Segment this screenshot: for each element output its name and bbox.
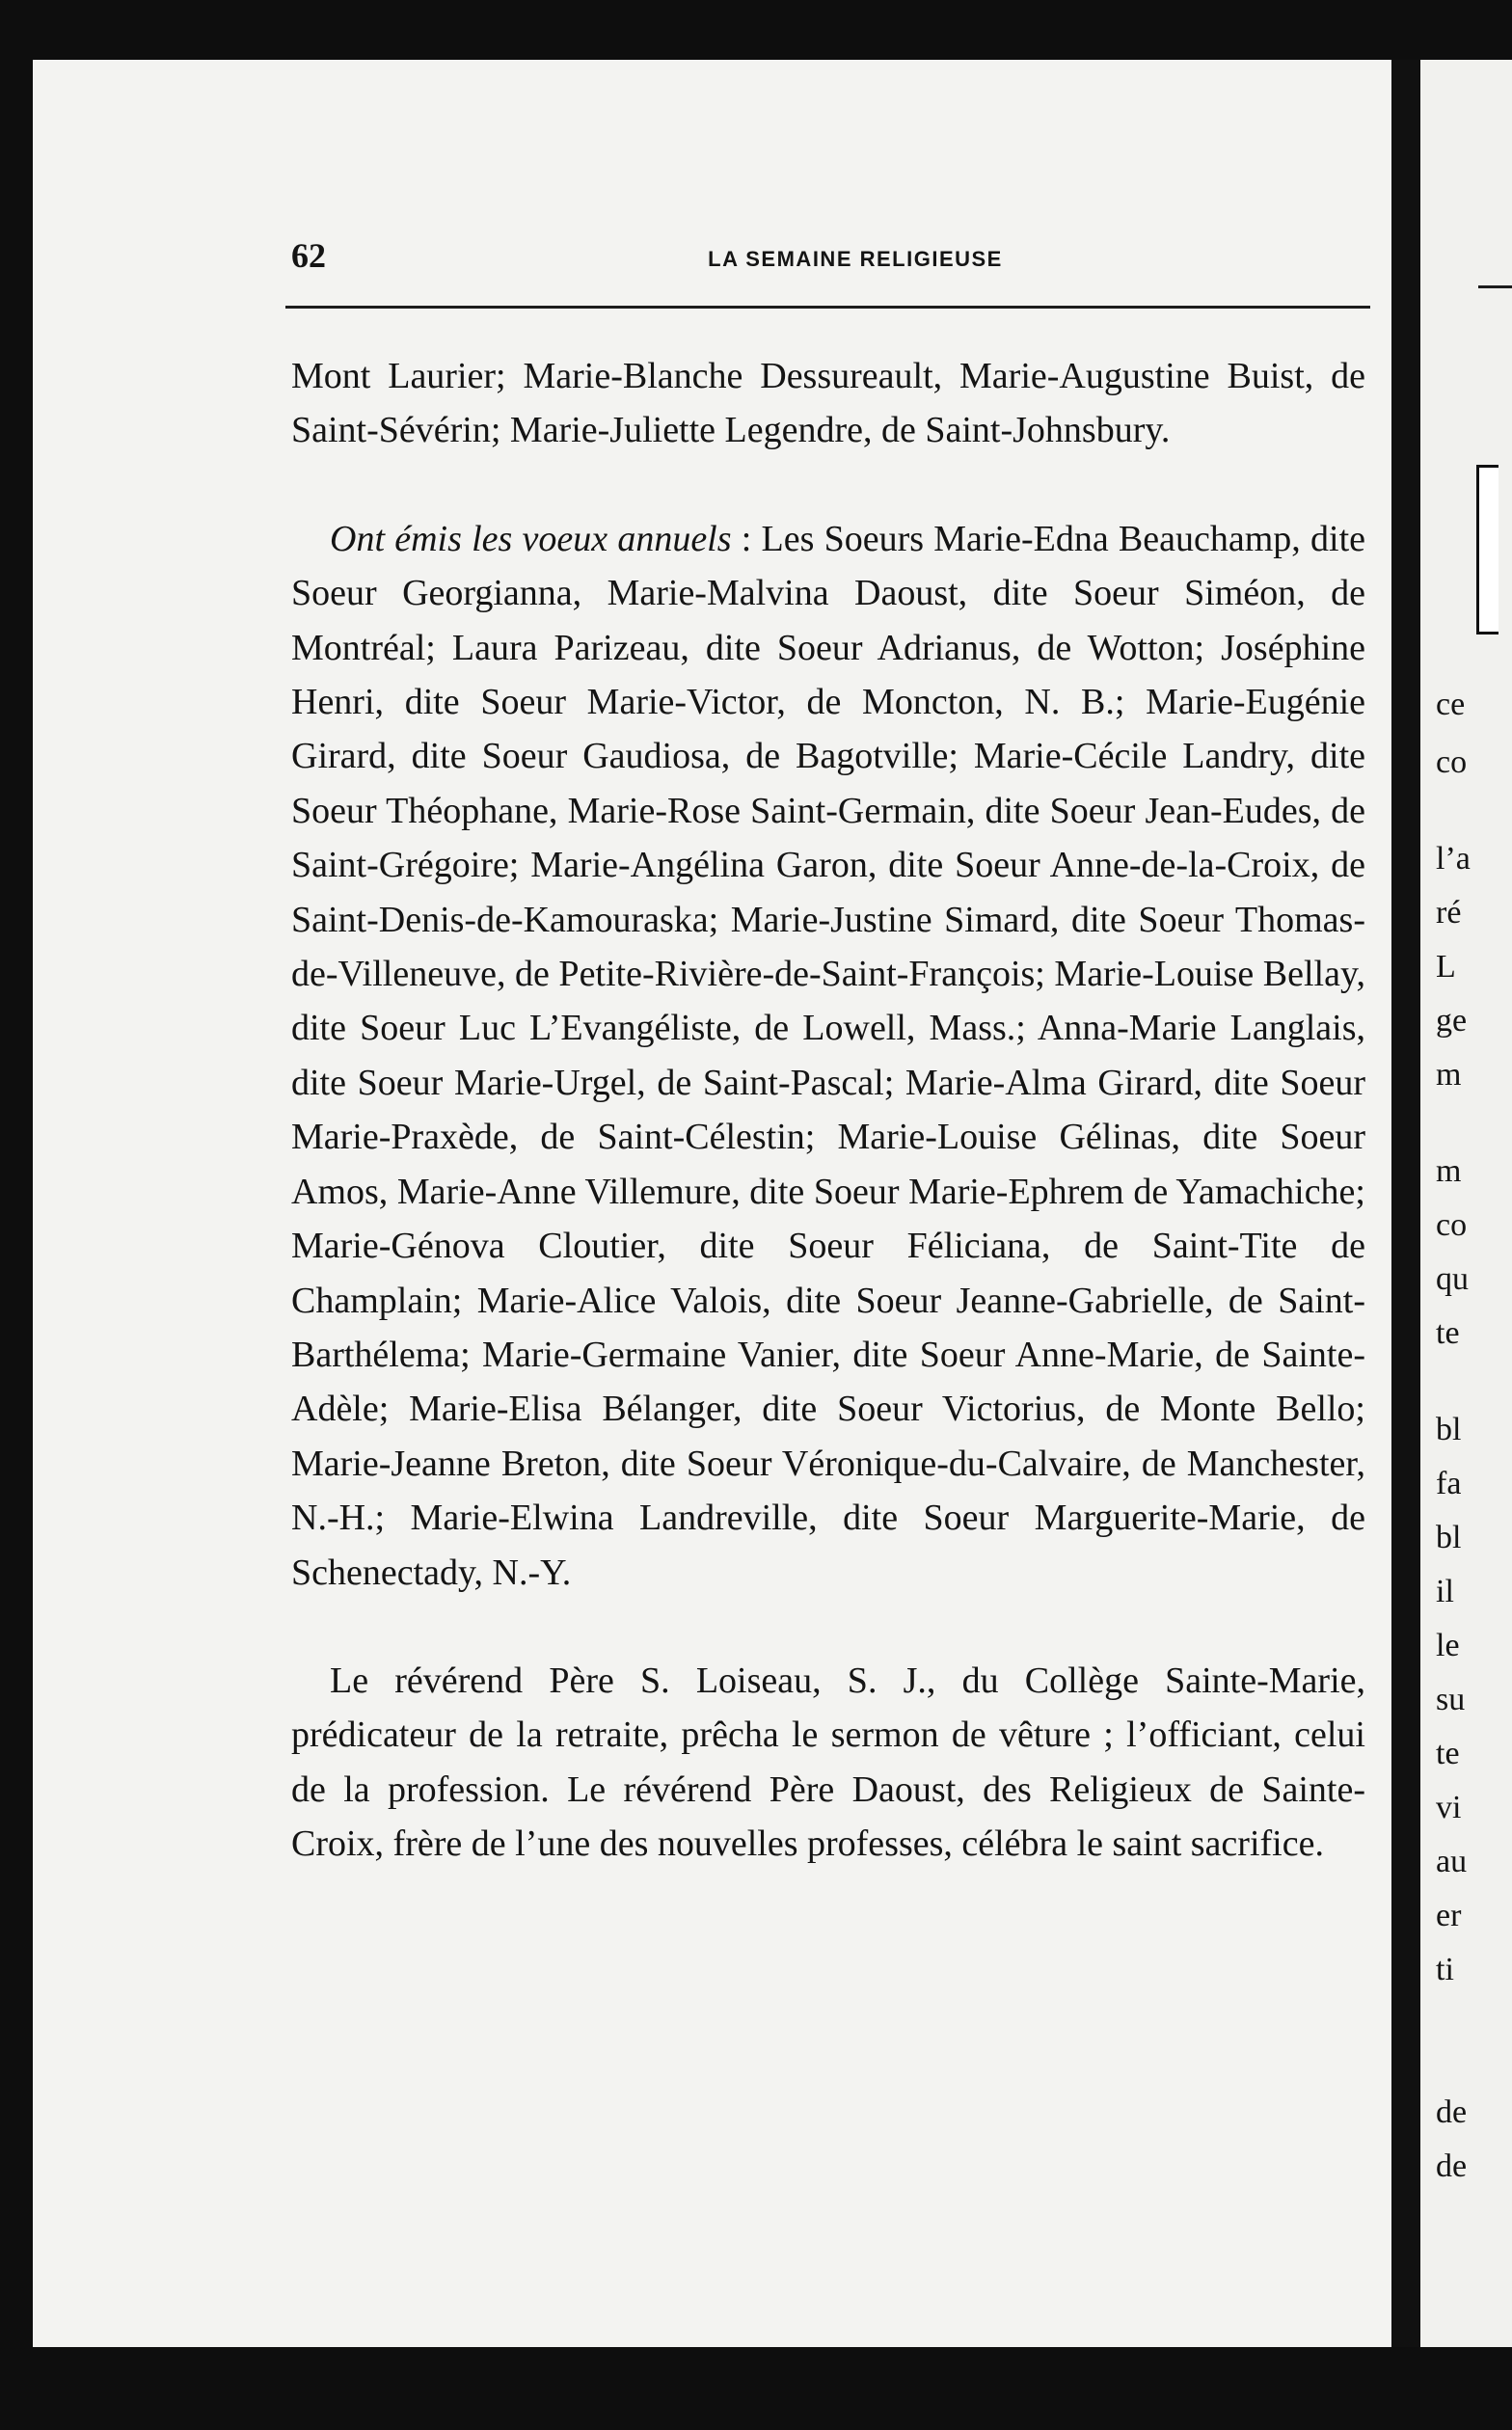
annual-vows-lead: Ont émis les voeux annuels <box>330 518 732 559</box>
facing-fragment: de <box>1436 2148 1468 2184</box>
facing-fragment: ge <box>1436 1003 1468 1039</box>
facing-page-edge <box>1420 60 1512 2347</box>
book-page <box>33 60 1423 2347</box>
page-number: 62 <box>291 236 326 275</box>
facing-fragment: te <box>1436 1315 1460 1351</box>
running-head: LA SEMAINE RELIGIEUSE <box>708 247 1003 271</box>
paragraph-annual-vows <box>291 512 1365 1600</box>
body-text <box>291 349 1365 1872</box>
facing-fragment: ti <box>1436 1952 1454 1987</box>
paragraph-ceremony: Le révérend Père S. Loiseau, S. J., du Collège Sainte-Marie, prédicateur de la retraite, prêcha le sermon de vêture ; l’officiant, celui de la profession. Le révérend Père Daoust, des Religieux de Sainte-Croix, frère de l’une des nouvelles professes, célébra le saint sacrifice. <box>291 1660 1365 1865</box>
facing-fragment: m <box>1436 1057 1462 1093</box>
facing-fragment: il <box>1436 1574 1454 1609</box>
facing-fragment: fa <box>1436 1466 1462 1501</box>
facing-fragment: L <box>1436 949 1456 985</box>
facing-fragment: de <box>1436 2094 1468 2130</box>
paragraph-continuation: Mont Laurier; Marie-Blanche Dessureault, Marie-Augustine Buist, de Saint-Sévérin; Marie-Juliette Legendre, de Saint-Johnsbury. <box>291 356 1365 451</box>
facing-fragment: le <box>1436 1628 1460 1663</box>
facing-fragment: m <box>1436 1153 1462 1189</box>
facing-fragment: su <box>1436 1682 1466 1717</box>
annual-vows-text: : Les Soeurs Marie-Edna Beauchamp, dite Soeur Georgianna, Marie-Malvina Daoust, dite Soeur Siméon, de Montréal; Laura Parizeau, dite Soeur Adrianus, de Wotton; Joséphine Henri, dite Soeur Marie-Victor, de Moncton, N. B.; Marie-Eugénie Girard, dite Soeur Gaudiosa, de Bagotville; Marie-Cécile Landry, dite Soeur Théophane, Marie-Rose Saint-Germain, dite Soeur Jean-Eudes, de Saint-Grégoire; Marie-Angélina Garon, dite Soeur Anne-de-la-Croix, de Saint-Denis-de-Kamouraska; Marie-Justine Simard, dite Soeur Thomas-de-Villeneuve, de Petite-Rivière-de-Saint-François; Marie-Louise Bellay, dite Soeur Luc L’Evangéliste, de Lowell, Mass.; Anna-Marie Langlais, dite Soeur Marie-Urgel, de Saint-Pascal; Marie-Alma Girard, dite Soeur Marie-Praxède, de Saint-Célestin; Marie-Louise Gélinas, dite Soeur Amos, Marie-Anne Villemure, dite Soeur Marie-Ephrem de Yamachiche; Marie-Génova Cloutier, dite Soeur Féliciana, de Saint-Tite de Champlain; Marie-Alice Valois, dite Soeur Jeanne-Gabrielle, de Saint-Barthélema; Marie-Germaine Vanier, dite Soeur Anne-Marie, de Sainte-Adèle; Marie-Elisa Bélanger, dite Soeur Victorius, de Monte Bello; Marie-Jeanne Breton, dite Soeur Véronique-du-Calvaire, de Manchester, N.-H.; Marie-Elwina Landreville, dite Soeur Marguerite-Marie, de Schenectady, N.-Y. <box>291 518 1365 1593</box>
facing-fragment: co <box>1436 1207 1468 1243</box>
header-rule <box>285 306 1370 309</box>
facing-header-rule <box>1478 285 1512 288</box>
facing-fragment: vi <box>1436 1790 1462 1825</box>
page-header <box>291 235 1381 293</box>
facing-page-mark <box>1476 465 1498 634</box>
facing-fragment: te <box>1436 1736 1460 1771</box>
facing-fragment: au <box>1436 1844 1468 1879</box>
facing-fragment: qu <box>1436 1261 1469 1297</box>
book-gutter <box>1391 60 1420 2347</box>
facing-fragment: co <box>1436 744 1468 780</box>
facing-fragment: ré <box>1436 895 1462 931</box>
facing-fragment: er <box>1436 1898 1462 1933</box>
facing-fragment: bl <box>1436 1412 1462 1447</box>
facing-fragment: bl <box>1436 1520 1462 1555</box>
facing-fragment: ce <box>1436 687 1466 722</box>
facing-fragment: l’a <box>1436 841 1471 877</box>
